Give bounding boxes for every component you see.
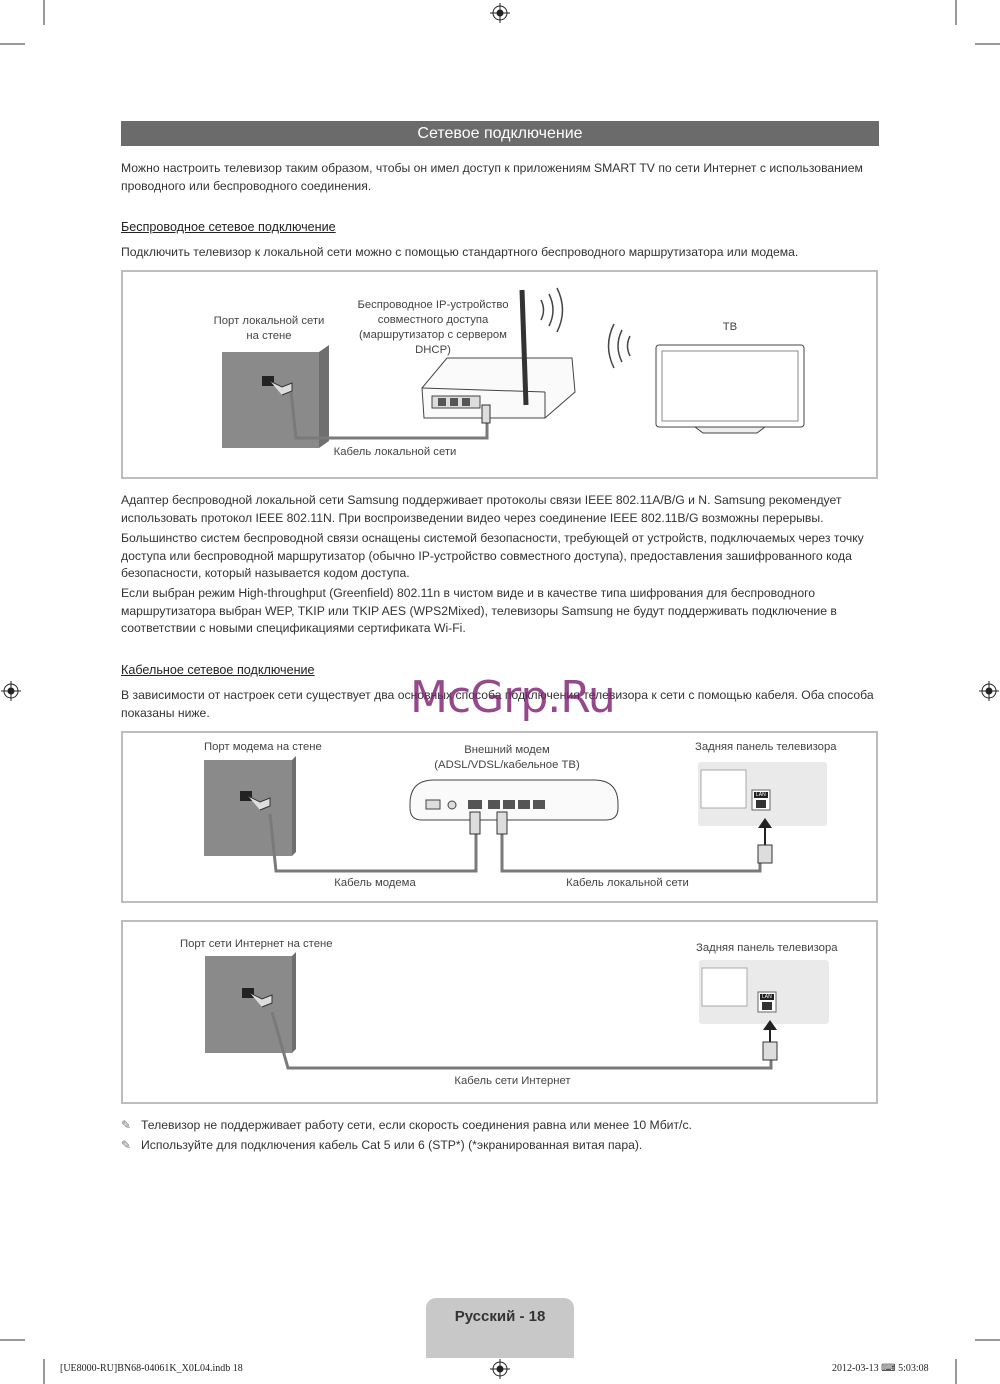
internet-cable-label: Кабель сети Интернет bbox=[454, 1075, 571, 1087]
router-label: Беспроводное IP-устройство совместного доступа (маршрутизатор с сервером DHCP) bbox=[357, 299, 509, 356]
imprint-file: [UE8000-RU]BN68-04061K_X0L04.indb 18 bbox=[60, 1363, 243, 1374]
note-1-text: Телевизор не поддерживает работу сети, если скорость соединения равна или менее 10 Мбит/с. bbox=[141, 1118, 692, 1132]
wired-heading: Кабельное сетевое подключение bbox=[121, 663, 315, 677]
wall-port-label: Порт локальной сети на стене bbox=[213, 315, 325, 342]
wireless-heading: Беспроводное сетевое подключение bbox=[121, 220, 336, 234]
lan-cable-label: Кабель локальной сети bbox=[333, 446, 457, 458]
modem-label: Внешний модем (ADSL/VDSL/кабельное ТВ) bbox=[434, 744, 580, 771]
lan-port-label-2: LAN bbox=[762, 994, 772, 1000]
note-2 bbox=[121, 1138, 642, 1152]
modem-wall-label: Порт модема на стене bbox=[204, 741, 322, 753]
tv-back-panel-label-2: Задняя панель телевизора bbox=[696, 942, 838, 954]
note-1 bbox=[121, 1118, 692, 1132]
wireless-paragraph-1: Адаптер беспроводной локальной сети Samsung поддерживает протоколы связи IEEE 802.11A/B/G и N. Samsung рекомендует использовать протокол IEEE 802.11N. При воспроизведении видео через соединение IEEE 802.11B/G возможны перерывы. bbox=[121, 493, 842, 525]
tv-back-panel-icon bbox=[699, 960, 829, 1060]
modem-cable-label: Кабель модема bbox=[334, 877, 416, 889]
tv-back-panel-label: Задняя панель телевизора bbox=[695, 741, 837, 753]
wired-description: В зависимости от настроек сети существует два основных способа подключения телевизора к сети с помощью кабеля. Оба способа показаны ниже. bbox=[121, 688, 874, 720]
page-number-tab: Русский - 18 bbox=[426, 1298, 574, 1358]
pencil-note-icon: ✎ bbox=[121, 1118, 132, 1132]
lan-cable-label-2: Кабель локальной сети bbox=[566, 877, 689, 889]
wireless-description: Подключить телевизор к локальной сети можно с помощью стандартного беспроводного маршрутизатора или модема. bbox=[121, 245, 799, 259]
lan-port-label: LAN bbox=[756, 792, 766, 798]
wireless-paragraph-3: Если выбран режим High-throughput (Greenfield) 802.11n в чистом виде и в качестве типа шифрования для беспроводного маршрутизатора выбран WEP, TKIP или TKIP AES (WPS2Mixed), телевизоры Samsung не будут поддерживать подключение в соответствии с новыми спецификациями сертификата Wi-Fi. bbox=[121, 586, 837, 635]
tv-label: ТВ bbox=[722, 321, 738, 333]
note-2-text: Используйте для подключения кабель Cat 5 или 6 (STP*) (*экранированная витая пара). bbox=[141, 1138, 643, 1152]
internet-cable bbox=[272, 1012, 771, 1068]
wireless-paragraph-2: Большинство систем беспроводной связи оснащены системой безопасности, требующей от устройств, подключаемых через точку доступа или беспроводной маршрутизатор (обычно IP-устройство совместного доступа), предоставления зашифрованного кода безопасности, который называется кодом доступа. bbox=[121, 531, 864, 580]
watermark: McGrp.Ru bbox=[410, 672, 615, 723]
pencil-note-icon: ✎ bbox=[121, 1138, 132, 1152]
page-title: Сетевое подключение bbox=[121, 121, 879, 146]
wall-port-icon bbox=[242, 988, 254, 998]
intro-text: Можно настроить телевизор таким образом, чтобы он имел доступ к приложениям SMART TV по сети Интернет с использованием проводного или беспроводного соединения. bbox=[121, 161, 863, 193]
imprint-date: 2012-03-13 ⌨ 5:03:08 bbox=[832, 1363, 929, 1374]
internet-wall-label: Порт сети Интернет на стене bbox=[180, 938, 333, 950]
